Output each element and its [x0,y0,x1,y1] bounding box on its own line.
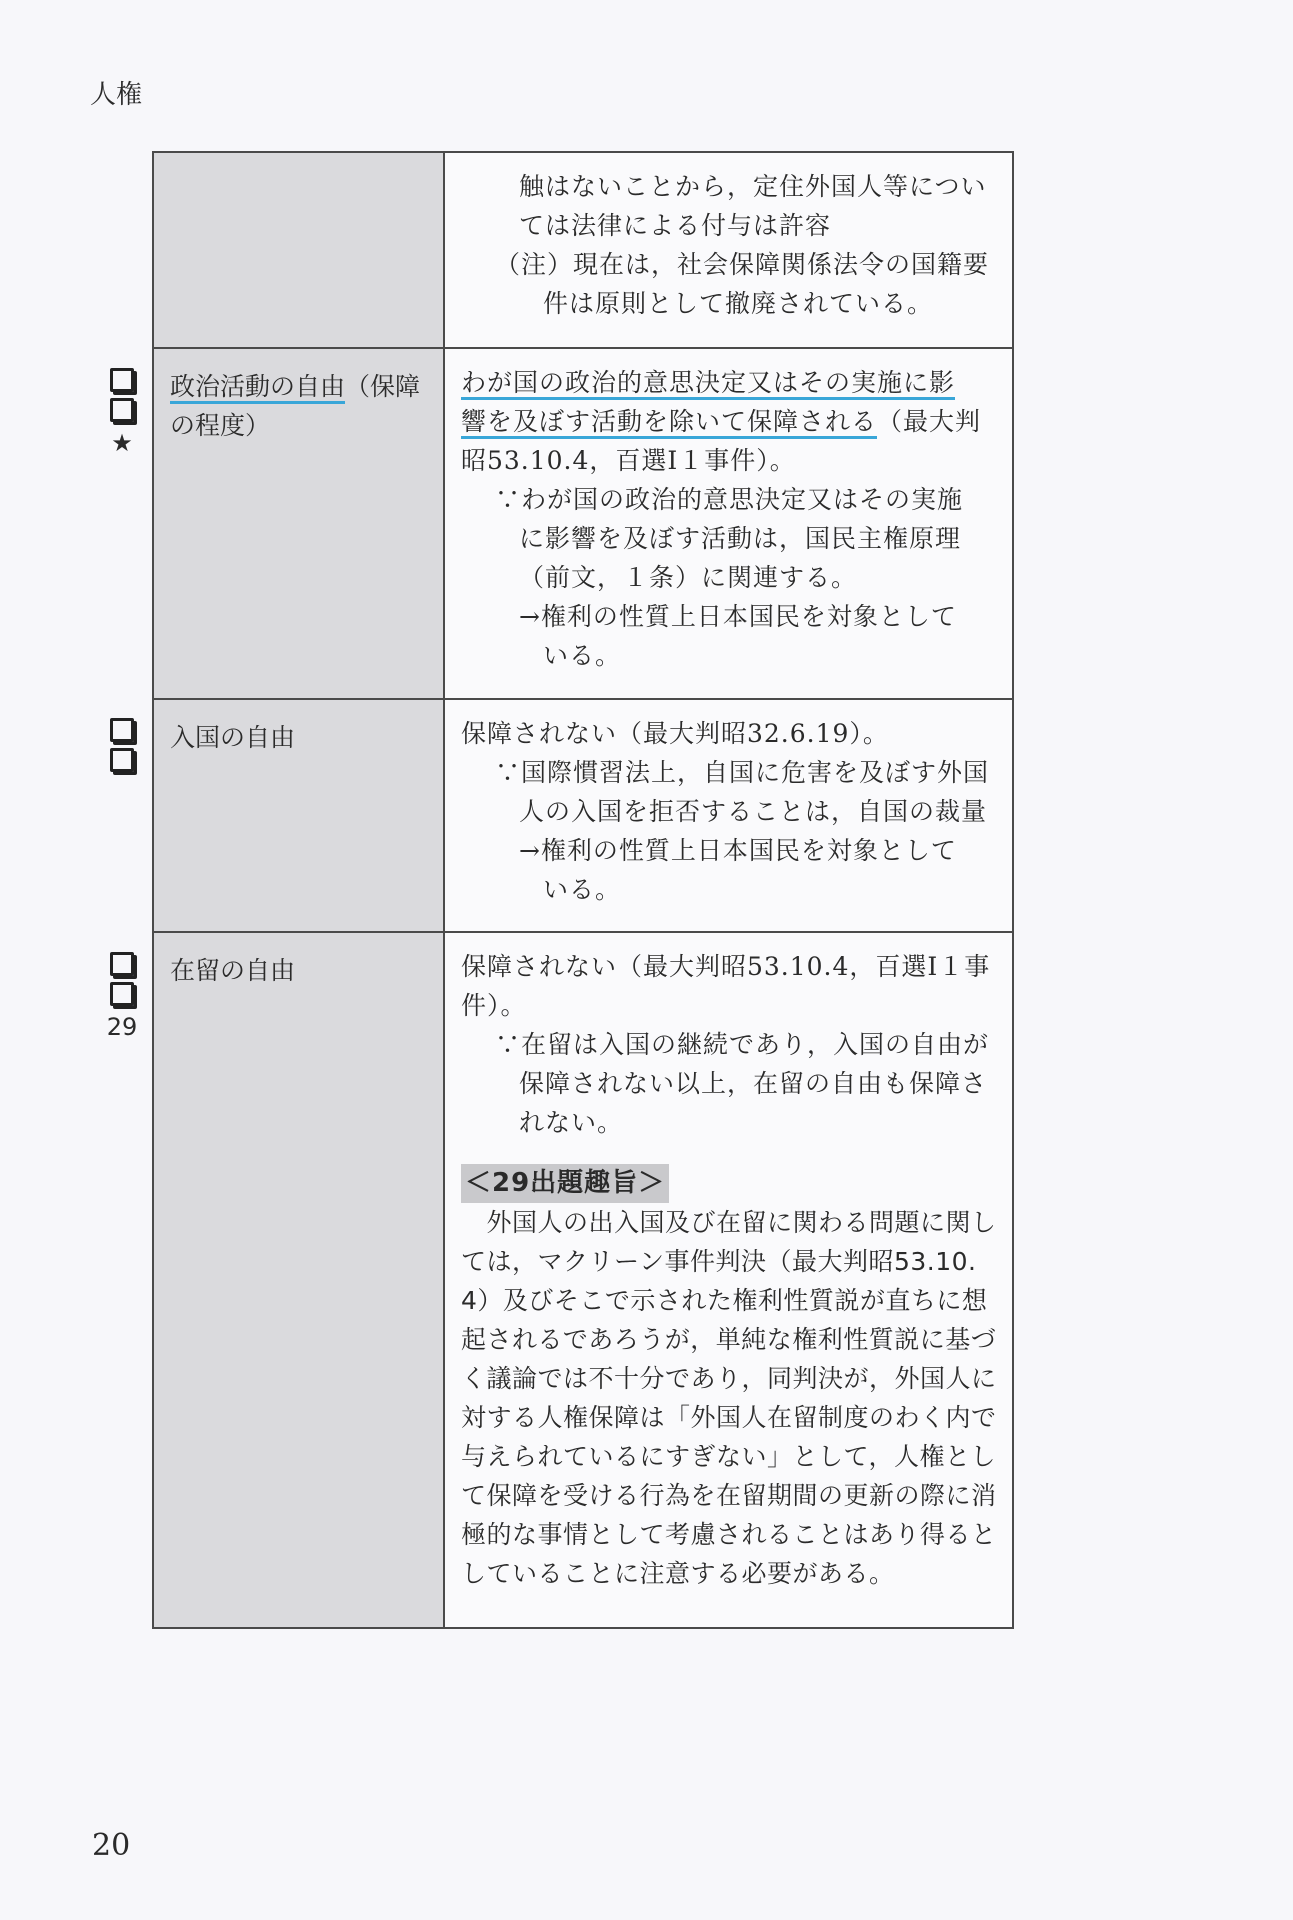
checkbox-icon[interactable] [110,982,134,1006]
row-marks-entry [104,712,140,778]
row-marks-political [104,362,140,458]
exam-year-label: 29 [106,1013,138,1041]
topic-cell [153,152,444,348]
topic-cell: 入国の自由 [153,699,444,932]
rights-table [152,151,1014,1629]
text-line: 保障されない（最大判昭53.10.4，百選Ⅰ１事 [460,952,991,981]
checkbox-icon[interactable] [110,748,134,772]
table-row [153,932,1013,1628]
table-row [153,152,1013,348]
text-line: 件は原則として撤廃されている。 [542,289,933,318]
table-row [153,348,1013,699]
note-line: 対する人権保障は「外国人在留制度のわく内で [460,1403,997,1432]
underlined-text: わが国の政治的意思決定又はその実施に影 [461,368,955,400]
text-line: いる。 [542,875,621,904]
note-line: 与えられているにすぎない」として，人権とし [460,1442,996,1471]
exam-note-body [461,1203,998,1593]
text-line: 保障されない以上，在留の自由も保障さ [518,1069,987,1098]
note-line: 起されるであろうが，単純な権利性質説に基づ [460,1325,997,1354]
star-icon: ★ [111,429,133,457]
text-line: →権利の性質上日本国民を対象として [518,836,957,865]
row-marks-residence [104,946,140,1042]
note-line: く議論では不十分であり，同判決が，外国人に [460,1364,997,1393]
topic-cell: 在留の自由 [153,932,444,1628]
underlined-text: 響を及ぼす活動を除いて保障される [461,407,877,439]
topic-label: （保障の程度） [170,372,421,440]
text-line: （前文，１条）に関連する。 [518,563,857,592]
text-line: に影響を及ぼす活動は，国民主権原理 [518,524,961,553]
topic-highlight: 政治活動の自由 [170,372,345,404]
content-cell [444,699,1013,932]
exam-note-title: ＜29出題趣旨＞ [461,1164,669,1203]
note-line: 極的な事情として考慮されることはあり得ると [460,1520,997,1549]
text-line: →権利の性質上日本国民を対象として [518,602,957,631]
text-line: いる。 [542,641,621,670]
text-line: ∵わが国の政治的意思決定又はその実施 [494,485,963,514]
text-line: ∵在留は入国の継続であり，入国の自由が [494,1030,989,1059]
text-line: （注）現在は，社会保障関係法令の国籍要 [494,250,989,279]
checkbox-icon[interactable] [110,952,134,976]
note-line: 外国人の出入国及び在留に関わる問題に関し [460,1208,997,1237]
text-line: 人の入国を拒否することは，自国の裁量 [518,797,987,826]
text-line: 保障されない（最大判昭32.6.19）。 [460,719,889,748]
table-row [153,699,1013,932]
lead-text [461,402,998,480]
text-line: れない。 [518,1108,623,1137]
text-line: ては法律による付与は許容 [518,211,831,240]
content-cell [444,152,1013,348]
topic-cell [153,348,444,699]
note-line: していることに注意する必要がある。 [460,1559,895,1588]
note-line: ては，マクリーン事件判決（最大判昭53.10. [460,1247,977,1276]
text-line: 触はないことから，定住外国人等につい [518,172,987,201]
note-line: て保障を受ける行為を在留期間の更新の際に消 [460,1481,997,1510]
content-cell [444,348,1013,699]
text-line: 件）。 [460,991,527,1020]
content-cell [444,932,1013,1628]
checkbox-icon[interactable] [110,398,134,422]
text-line: ∵国際慣習法上，自国に危害を及ぼす外国 [494,758,989,787]
checkbox-icon[interactable] [110,368,134,392]
running-header: 人権 [90,80,143,110]
page-number: 20 [92,1828,131,1863]
citation-text: （最大判昭53.10.4，百選Ⅰ１事件）。 [460,407,982,475]
checkbox-icon[interactable] [110,718,134,742]
lead-text [461,363,998,402]
note-line: 4）及びそこで示された権利性質説が直ちに想 [460,1286,988,1315]
